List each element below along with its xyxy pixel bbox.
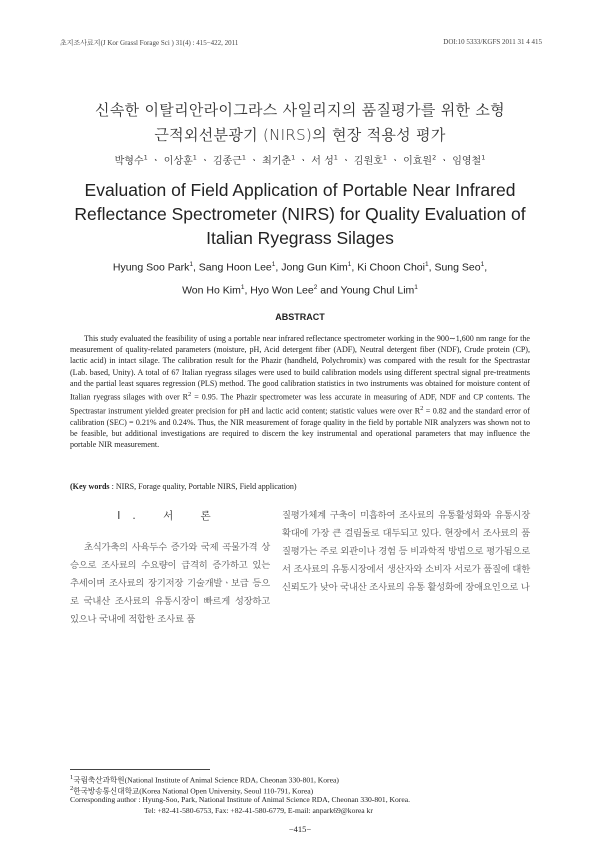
section-heading-introduction: Ⅰ. 서 론	[117, 510, 223, 522]
body-column-left	[70, 507, 270, 630]
keywords-text: : NIRS, Forage quality, Portable NIRS, Field application)	[109, 482, 297, 491]
body-column-right	[282, 507, 530, 597]
english-title	[0, 178, 600, 250]
english-authors	[0, 255, 600, 300]
english-author: Sung Seo	[434, 261, 481, 274]
corresponding-author: Corresponding author : Hyung-Soo, Park, National Institute of Animal Science RDA, Cheonan 330-801, Korea.	[70, 795, 410, 804]
korean-author: 서 성	[311, 156, 334, 167]
english-author: Young Chul Lim	[340, 284, 415, 296]
korean-title	[0, 98, 600, 148]
korean-author: 임영철	[452, 156, 482, 167]
korean-author: 박형수	[114, 156, 144, 167]
english-authors-line1: Hyung Soo Park$^1$, Sang Hoon Lee$^1$, Jong Gun Kim$^1$, Ki Choon Choi$^1$, Sung Seo$^1$,	[112, 261, 488, 274]
english-author: Jong Gun Kim	[281, 261, 348, 274]
abstract-heading: ABSTRACT	[275, 312, 325, 322]
english-title-line2: Reflectance Spectrometer (NIRS) for Quality Evaluation of	[74, 204, 526, 224]
english-authors-line2: Won Ho Kim$^1$, Hyo Won Lee$^2$ and Young Chul Lim$^1$	[182, 283, 418, 296]
english-author: Ki Choon Choi	[357, 261, 425, 274]
abstract-body: This study evaluated the feasibility of using a portable near infrared reflectance spectrometer working in the 900∼1,600 nm range for the measurement of quality-related parameters (moisture, pH, Acid detergent fiber (ADF), Neutral detergent fiber (NDF), Crude protein (CP), lactic acid) in intact silage. The calibration result for the Phazir (handheld, Polychromix) was compared with the result for the Spectrastar (Lab. based, Unity). A total of 67 Italian ryegrass silages were used to build calibration models using different spectral signal pre-treatments and the partial least squares regression (PLS) method. The good calibration statistics in two instruments was obtained for moisture content of Italian ryegrass silages with over $R^2 = 0.95$. The Phazir spectrometer was less accurate in measuring of ADF, NDF and CP contents. The Spectrastar instrument yielded greater precision for pH and lactic acid content; statistic values were over $R^2 = 0.82$ and the standard error of calibration (SEC) = 0.21% and 0.24%. Thus, the NIR measurement of forage quality in the field by portable NIR analyzers was shown not to be feasible, but additional investigations are required to discern the key instrumental and operational parameters that may influence the portable NIR measurement.	[70, 334, 530, 450]
english-author: Hyung Soo Park	[112, 261, 190, 274]
english-title-line1: Evaluation of Field Application of Portable Near Infrared	[84, 180, 516, 200]
korean-author: 최기춘	[262, 156, 292, 167]
journal-citation: 초지조사료지(J Kor Grassl Forage Sci ) 31(4) : 415−422, 2011	[60, 39, 239, 47]
page-number: −415−	[288, 824, 312, 834]
footnote-1: $^1$국립축산과학원(National Institute of Animal Science RDA, Cheonan 330-801, Korea)	[70, 774, 339, 785]
body-paragraph-right: 질평가체계 구축이 미흡하여 조사료의 유통활성화와 유통시장 확대에 가장 큰 걸림돌로 대두되고 있다. 현장에서 조사료의 품질평가는 주로 외관이나 경험 등 비과학적 방법으로 평가됨으로서 조사료의 유통시장에서 생산자와 소비자 서로가 품질에 대한 신뢰도가 낮아 국내산 조사료의 유통 활성화에 장애요인으로 나	[282, 510, 530, 594]
korean-author: 김종근	[212, 156, 242, 167]
footnote-divider	[70, 769, 210, 770]
english-author: Sang Hoon Lee	[198, 261, 272, 274]
footnote-2: $^2$한국방송통신대학교(Korea National Open University, Seoul 110-791, Korea)	[70, 785, 314, 796]
korean-title-line1: 신속한 이탈리안라이그라스 사일리지의 품질평가를 위한 소형	[95, 101, 505, 119]
contact-info: Tel: +82-41-580-6753, Fax: +82-41-580-6779, E-mail: anpark69@korea kr	[144, 806, 373, 815]
body-paragraph-left: 초식가축의 사육두수 증가와 국제 곡물가격 상승으로 조사료의 수요량이 급격히 증가하고 있는 추세이며 조사료의 장기저장 기술개발ㆍ보급 등으로 국내산 조사료의 유통시장이 빠르게 성장하고 있으나 국내에 적합한 조사료 품	[70, 542, 270, 626]
keywords	[70, 482, 530, 491]
english-author: Won Ho Kim	[182, 284, 241, 296]
english-author: Hyo Won Lee	[250, 284, 314, 296]
running-head	[60, 38, 542, 48]
doi: DOI:10 5333/KGFS 2011 31 4 415	[443, 38, 542, 46]
keywords-label: (Key words	[70, 482, 110, 491]
korean-author: 김원호	[353, 156, 383, 167]
korean-authors: 박형수$^1$ ㆍ 이상훈$^1$ ㆍ 김종근$^1$ ㆍ 최기춘$^1$ ㆍ 서 성$^1$ ㆍ 김원호$^1$ ㆍ 이효원$^2$ ㆍ 임영철$^1$	[114, 153, 486, 167]
korean-author: 이효원	[403, 156, 433, 167]
korean-title-line2: 근적외선분광기 (NIRS)의 현장 적용성 평가	[154, 126, 446, 144]
korean-author: 이상훈	[163, 156, 193, 167]
english-title-line3: Italian Ryegrass Silages	[206, 228, 394, 248]
